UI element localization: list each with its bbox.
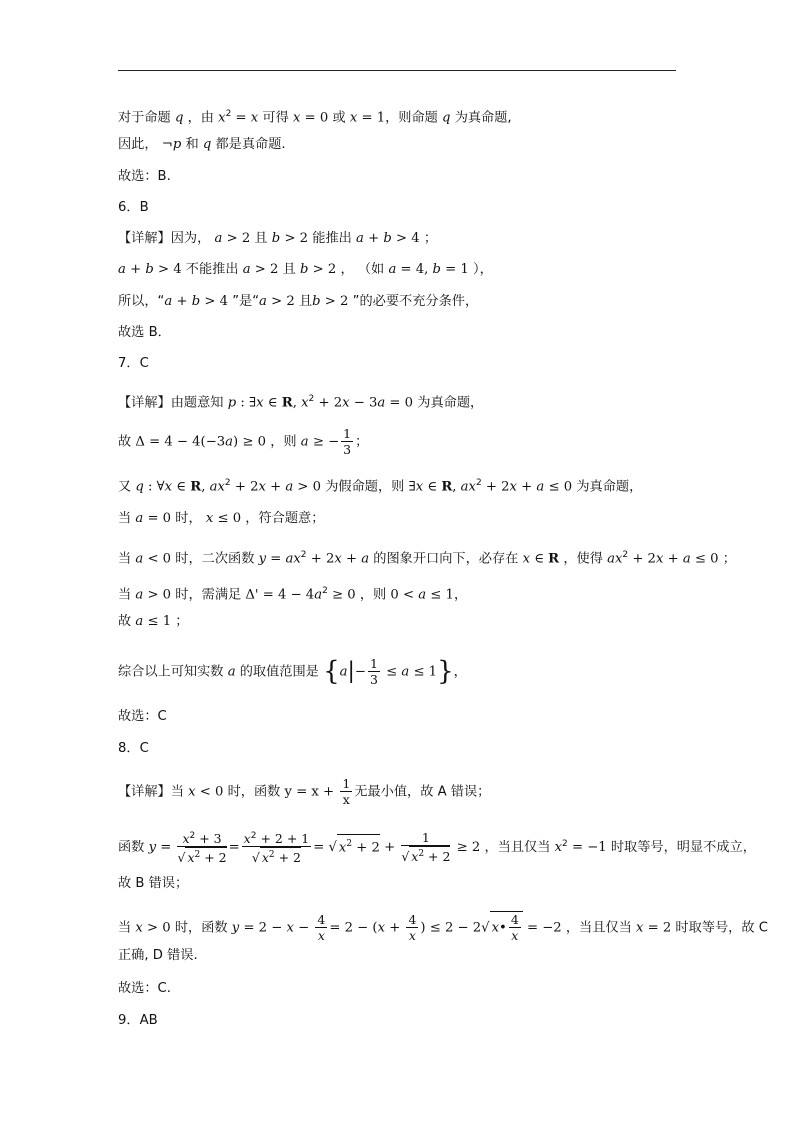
line-6c: 所以，“a + b > 4 ”是“a > 2 且b > 2 ”的必要不充分条件，: [118, 294, 479, 309]
line-7b: 故 Δ = 4 − 4(−3a) ≥ 0 ，则 a ≥ − $\frac{1}{3}$ ；: [118, 426, 369, 457]
line-8c: 故 B 错误；: [118, 876, 189, 891]
line-choice-8: 故选：C.: [118, 981, 171, 996]
line-choice-7: 故选：C: [118, 709, 167, 724]
line-choice-6: 故选 B．: [118, 325, 171, 340]
line-6a: 【详解】因为， a > 2 且 b > 2 能推出 a + b > 4 ；: [118, 231, 438, 246]
line-8d: 当 x > 0 时，函数 y = 2 − x − $\frac{4}{x}$ = 2 − (x + $\frac{4}{x}$ ) ≤ 2 − 2√ x• $\frac{4}{x}$ = −2 ，当且仅当 x = 2 时取等号，故 C: [118, 912, 768, 943]
line-7a: 【详解】由题意知 p : ∃x ∈ R, $x^2 + 2x - 3a = 0$ 为真命题，: [118, 394, 484, 411]
line-6b: a + b > 4 不能推出 a > 2 且 b > 2 ， （如 a = 4, b = 1 ），: [118, 262, 493, 277]
line-7c: 又 q : ∀x ∈ R, $ax^2 + 2x + a > 0$ 为假命题，则 ∃x ∈ R, $ax^2 + 2x + a \le 0$ 为真命题，: [118, 478, 643, 495]
header-rule: [118, 70, 676, 71]
line-q: 对于命题 q ，由 $x^2 = x$ 可得 x = 0 或 x = 1，则命题 q 为真命题,: [118, 109, 512, 126]
question-6-answer: 6．B: [118, 200, 149, 215]
line-therefore: 因此， ¬p 和 q 都是真命题.: [118, 137, 286, 152]
line-8b: 函数 y = $\frac{x^2 + 3}{√ x^2 + 2}$ = $\frac{x^2 + 2 + 1}{√ x^2 + 2}$ = √ $x^2 + 2$ + $\frac{1}{√ x^2 + 2}$ ≥ 2 ，当且仅当 $x^2 = -1$ 时取等号，明显不成立，: [118, 830, 756, 866]
line-7h: 综合以上可知实数 a 的取值范围是 {a|− $\frac{1}{3}$ ≤ a ≤ 1}，: [118, 656, 467, 687]
line-choice-5: 故选：B.: [118, 169, 171, 184]
line-8a: 【详解】当 x < 0 时，函数 y = x + $\frac{1}{x}$ 无最小值，故 A 错误；: [118, 776, 491, 807]
line-7g: 故 a ≤ 1 ；: [118, 614, 189, 629]
line-7f: 当 a > 0 时，需满足 $\Delta' = 4 - 4a^2 \ge 0$ ，则 0 < a ≤ 1，: [118, 586, 468, 603]
line-8e: 正确, D 错误.: [118, 948, 198, 963]
question-7-answer: 7．C: [118, 356, 149, 371]
question-9-answer: 9．AB: [118, 1013, 158, 1028]
question-8-answer: 8．C: [118, 741, 149, 756]
line-7d: 当 a = 0 时， x ≤ 0 ，符合题意；: [118, 511, 325, 526]
line-7e: 当 a < 0 时，二次函数 $y = ax^2 + 2x + a$ 的图象开口向下，必存在 x ∈ R ，使得 $ax^2 + 2x + a \le 0$ ；: [118, 550, 736, 567]
